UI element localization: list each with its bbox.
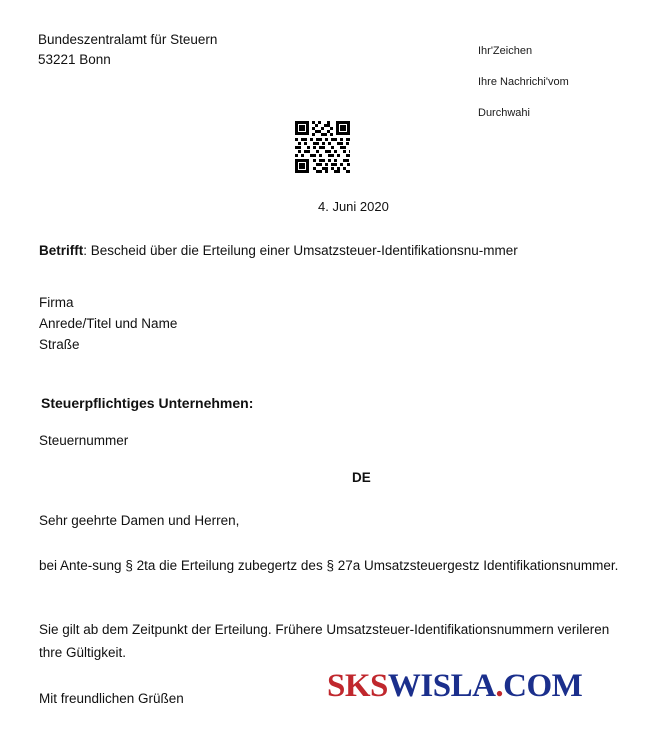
recipient-line-2: Anrede/Titel und Name xyxy=(39,316,178,331)
recipient-line-3: Straße xyxy=(39,337,80,352)
recipient-address-block xyxy=(39,292,177,355)
body-paragraph-1: bei Ante-sung § 2ta die Erteilung zubegertz des § 27a Umsatzsteuergestz Identifikationsnummer. xyxy=(39,558,619,573)
vat-id-prefix: DE xyxy=(352,470,371,485)
meta-field-extension: Durchwahi xyxy=(478,107,530,119)
watermark-part-3: COM xyxy=(503,668,583,704)
recipient-line-1: Firma xyxy=(39,295,74,310)
subject-line xyxy=(39,240,599,261)
closing-line: Mit freundlichen Grüßen xyxy=(39,691,184,706)
section-title-taxable-company: Steuerpflichtiges Unternehmen: xyxy=(41,395,254,411)
tax-number-label: Steuernummer xyxy=(39,433,129,448)
sender-line-1: Bundeszentralamt für Steuern xyxy=(38,32,218,47)
watermark xyxy=(327,668,582,705)
watermark-part-1: SKS xyxy=(327,668,388,704)
document-date: 4. Juni 2020 xyxy=(318,199,389,214)
meta-field-your-message-date: Ihre Nachrichi'vom xyxy=(478,76,569,88)
subject-label: Betrifft xyxy=(39,243,84,258)
sender-address-block xyxy=(38,30,217,70)
sender-line-2: 53221 Bonn xyxy=(38,52,111,67)
subject-text: : Bescheid über die Erteilung einer Umsatzsteuer-Identifikationsnu-mmer xyxy=(83,243,518,258)
salutation: Sehr geehrte Damen und Herren, xyxy=(39,513,240,528)
body-paragraph-2: Sie gilt ab dem Zeitpunkt der Erteilung. Frühere Umsatzsteuer-Identifikationsnummern verileren thre Gültigkeit. xyxy=(39,622,610,660)
meta-field-your-reference: Ihr'Zeichen xyxy=(478,45,533,57)
reference-fields-block xyxy=(478,36,569,129)
watermark-dot: . xyxy=(495,668,504,704)
watermark-part-2: WISLA xyxy=(387,668,496,704)
qr-code-icon xyxy=(293,119,352,175)
